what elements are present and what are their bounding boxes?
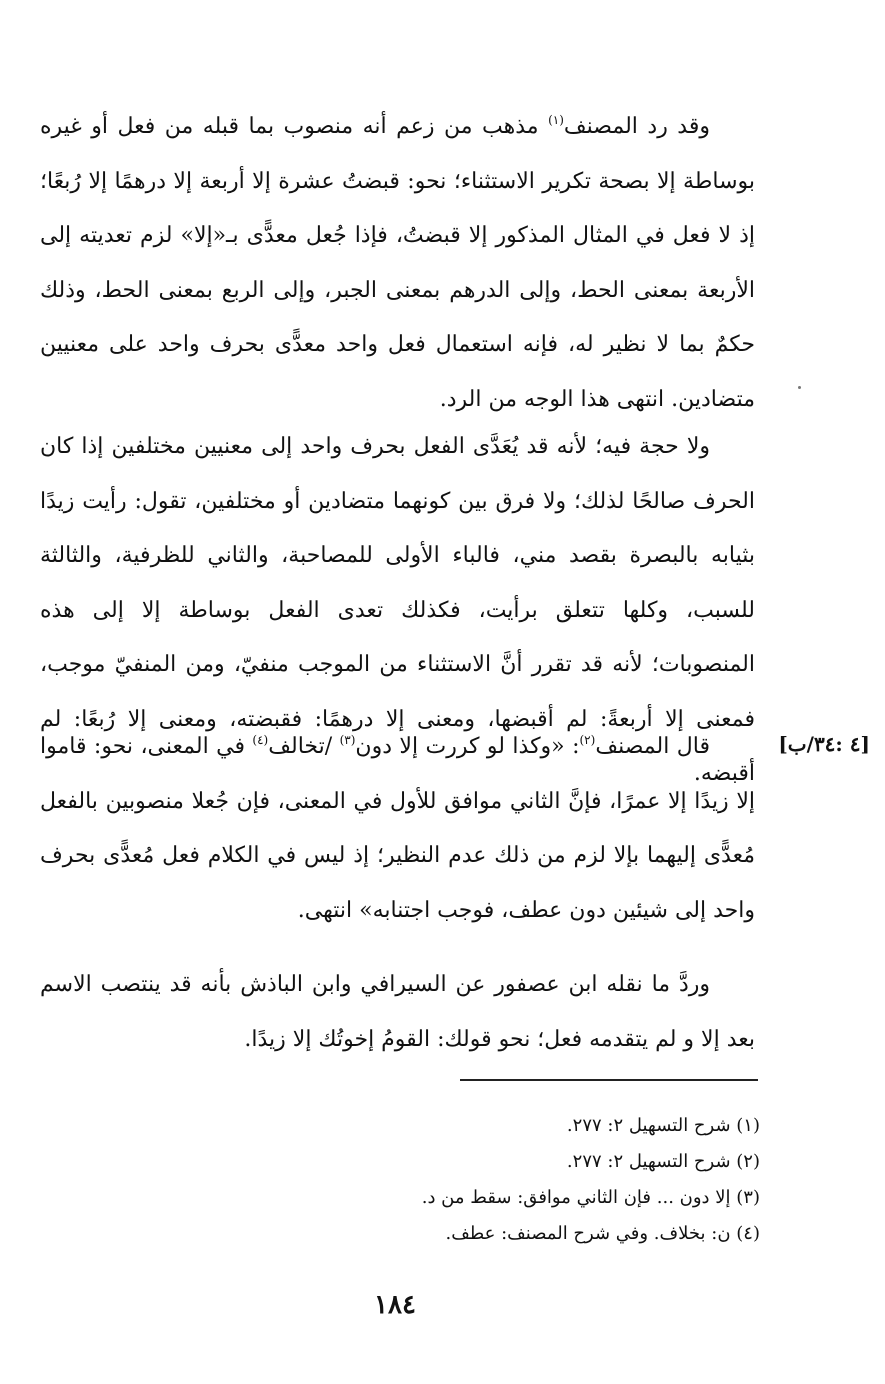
paragraph-3-quote-start: : «وكذا لو كررت إلا دون (355, 734, 580, 759)
paragraph-2: ولا حجة فيه؛ لأنه قد يُعَدَّى الفعل بحرف واحد إلى معنيين مختلفين إذا كان الحرف صالحًا لذلك؛ ولا فرق بين كونهما متضادين أو مختلفين، تقول: رأيت زيدًا بثيابه بالبصرة بقصد مني، فالباء الأولى للمصاحبة، والثاني للظرفية، والثالثة للسبب، وكلها تتعلق برأيت، فكذلك تعدى الفعل بوساطة إلا إلى هذه المنصوبات؛ لأنه قد تقرر أنَّ الاستثناء من الموجب منفيّ، ومن المنفيّ موجب، فمعنى إلا أربعةً: لم أقبضها، ومعنى إلا درهمًا: فقبضته، ومعنى إلا رُبعًا: لم أقبضه. (40, 434, 755, 786)
footnote-marker-1[interactable]: (١) (548, 113, 564, 127)
footnotes-list (200, 1108, 760, 1252)
paragraph-1 (40, 100, 755, 427)
footnote-1: (١) شرح التسهيل ٢: ٢٧٧. (566, 1115, 760, 1136)
page-number: ١٨٤ (374, 1290, 416, 1320)
margin-speck (798, 386, 801, 389)
footnote-marker-4[interactable]: (٤) (252, 733, 269, 747)
footnote-4: (٤) ن: بخلاف. وفي شرح المصنف: عطف. (445, 1223, 760, 1244)
manuscript-folio-reference: [٤ :٣٤/ب] (778, 732, 870, 756)
paragraph-3-quote-rest: في المعنى، نحو: قاموا إلا زيدًا إلا عمرًا، فإنَّ الثاني موافق للأول في المعنى، فإن جُعلا منصوبين بالفعل مُعدًّى إليهما بإلا لزم من ذلك عدم النظير؛ إذ ليس في الكلام فعل مُعدًّى بحرف واحد إلى شيئين دون عطف، فوجب اجتنابه» انتهى. (40, 734, 755, 923)
paragraph-3 (40, 720, 755, 938)
paragraph-1-rest: مذهب من زعم أنه منصوب بما قبله من فعل أو غيره بوساطة إلا بصحة تكرير الاستثناء؛ نحو: قبضتُ عشرة إلا أربعة إلا درهمًا إلا رُبعًا؛ إذ لا فعل في المثال المذكور إلا قبضتُ، فإذا جُعل معدًّى بـ«إلا» لزم تعديته إلى الأربعة بمعنى الحط، وإلى الدرهم بمعنى الجبر، وإلى الربع بمعنى الحط، وذلك حكمٌ بما لا نظير له، فإنه استعمال فعل واحد معدًّى بحرف واحد على معنيين متضادين. انتهى هذا الوجه من الرد. (40, 114, 755, 412)
footnote-2: (٢) شرح التسهيل ٢: ٢٧٧. (566, 1151, 760, 1172)
paragraph-4: وردَّ ما نقله ابن عصفور عن السيرافي وابن الباذش بأنه قد ينتصب الاسم بعد إلا و لم يتقدمه فعل؛ نحو قولك: القومُ إخوتُك إلا زيدًا. (40, 972, 755, 1052)
footnote-marker-3[interactable]: (٣) (339, 733, 356, 747)
footnote-separator (460, 1079, 758, 1081)
footnote-3: (٣) إلا دون ... فإن الثاني موافق: سقط من د. (421, 1187, 760, 1208)
footnote-marker-2[interactable]: (٢) (579, 733, 596, 747)
paragraph-3-quote-mid: /تخالف (268, 734, 340, 759)
paragraph-1-lead: وقد رد المصنف (563, 114, 710, 139)
paragraph-3-lead: قال المصنف (595, 734, 710, 759)
